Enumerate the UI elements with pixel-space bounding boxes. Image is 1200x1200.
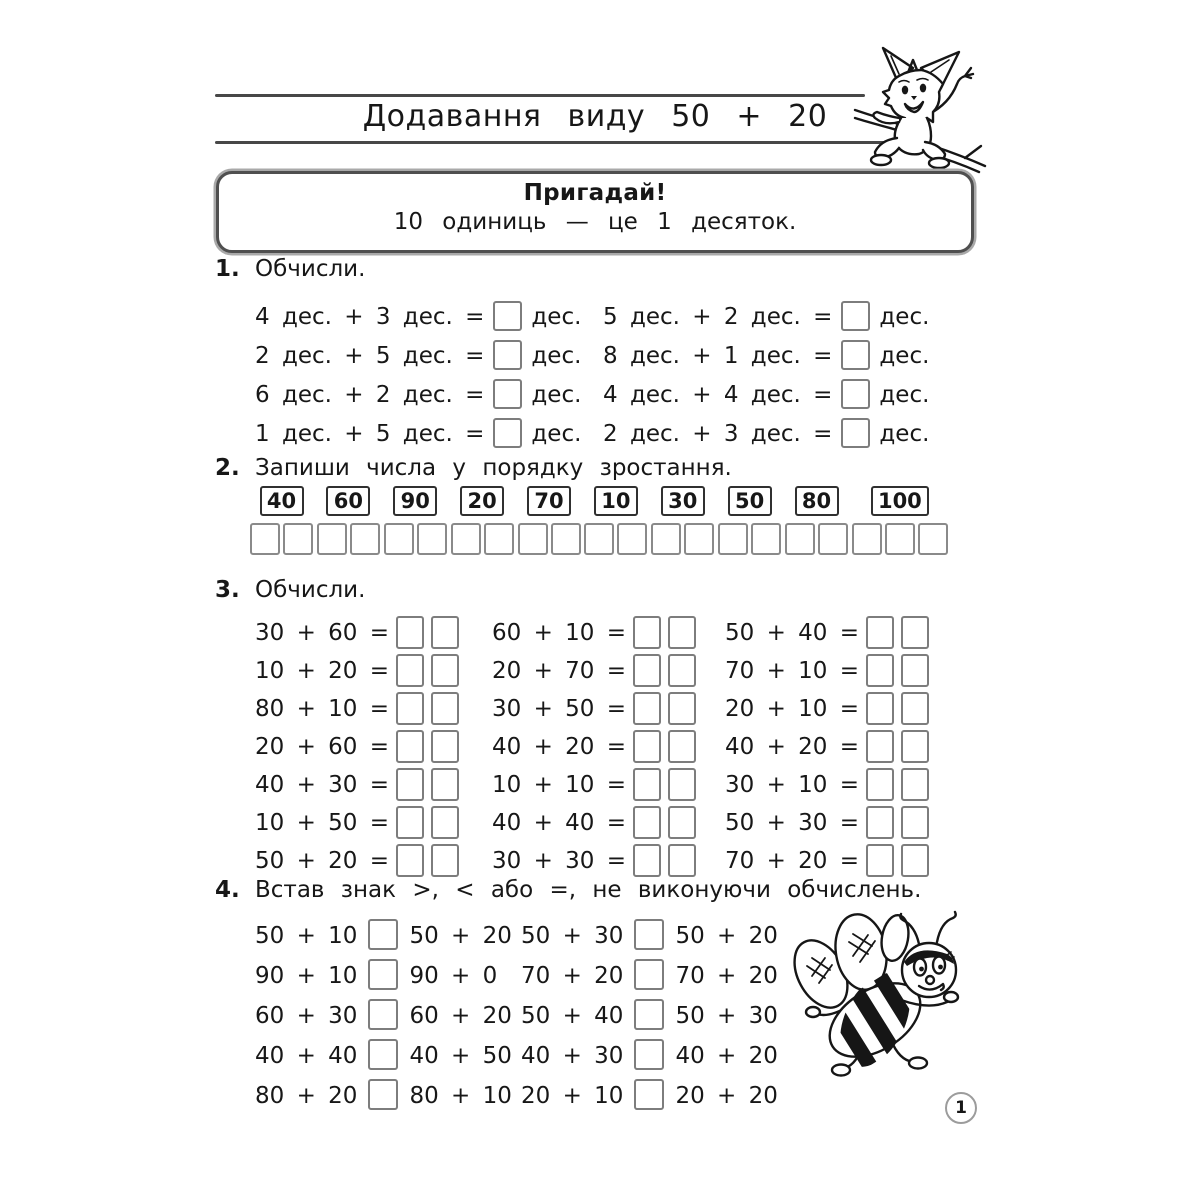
equation	[725, 654, 929, 687]
answer-box[interactable]	[866, 768, 894, 801]
comparison-right: 20 + 20	[675, 1083, 778, 1109]
comparison-right: 50 + 20	[675, 923, 778, 949]
number-group	[384, 486, 447, 555]
answer-cell[interactable]	[484, 523, 514, 555]
unit-label: дес.	[879, 421, 930, 447]
answer-box[interactable]	[901, 768, 929, 801]
answer-box[interactable]	[633, 768, 661, 801]
number-group	[785, 486, 848, 555]
answer-box[interactable]	[396, 692, 424, 725]
answer-box[interactable]	[396, 730, 424, 763]
answer-box[interactable]	[633, 844, 661, 877]
task4-label: Встав знак >, < або =, не виконуючи обчислень.	[255, 877, 922, 903]
sign-box[interactable]	[634, 999, 664, 1030]
header-rule-bottom	[215, 141, 911, 144]
answer-cell[interactable]	[350, 523, 380, 555]
equation-text: 30 + 60 =	[255, 620, 390, 646]
answer-box[interactable]	[633, 692, 661, 725]
equation	[492, 768, 725, 801]
comparison-right: 60 + 20	[409, 1003, 512, 1029]
comparison-left: 50 + 40	[521, 1003, 624, 1029]
sign-box[interactable]	[368, 999, 398, 1030]
number-frame: 90	[393, 486, 437, 516]
answer-cell[interactable]	[785, 523, 815, 555]
sign-box[interactable]	[634, 959, 664, 990]
sign-box[interactable]	[368, 959, 398, 990]
task2-heading	[215, 455, 732, 481]
answer-box[interactable]	[866, 844, 894, 877]
recall-title: Пригадай!	[523, 180, 667, 206]
recall-text: 10 одиниць — це 1 десяток.	[393, 209, 797, 235]
answer-cell[interactable]	[852, 523, 882, 555]
comparison-right: 90 + 0	[409, 963, 498, 989]
answer-cell[interactable]	[617, 523, 647, 555]
comparison-left: 40 + 30	[521, 1043, 624, 1069]
equation-text: 50 + 20 =	[255, 848, 390, 874]
equation-text: 30 + 50 =	[492, 696, 627, 722]
equation	[725, 768, 929, 801]
answer-cell[interactable]	[885, 523, 915, 555]
answer-box[interactable]	[668, 806, 696, 839]
equation-text: 40 + 20 =	[492, 734, 627, 760]
answer-box[interactable]	[668, 730, 696, 763]
answer-box[interactable]	[493, 301, 522, 331]
answer-box[interactable]	[841, 418, 870, 448]
equation-text: 20 + 60 =	[255, 734, 390, 760]
equation	[492, 692, 725, 725]
equation-text: 4 дес. + 3 дес. =	[255, 304, 485, 330]
equation	[492, 616, 725, 649]
answer-box[interactable]	[633, 806, 661, 839]
equation-text: 40 + 30 =	[255, 772, 390, 798]
sign-box[interactable]	[368, 919, 398, 950]
answer-box[interactable]	[396, 616, 424, 649]
number-group	[451, 486, 514, 555]
answer-box[interactable]	[633, 654, 661, 687]
answer-box[interactable]	[668, 616, 696, 649]
answer-box[interactable]	[431, 616, 459, 649]
answer-box[interactable]	[493, 340, 522, 370]
answer-box[interactable]	[396, 654, 424, 687]
sign-box[interactable]	[368, 1039, 398, 1070]
equation	[255, 730, 492, 763]
equation-text: 70 + 20 =	[725, 848, 860, 874]
comparison-left: 60 + 30	[255, 1003, 358, 1029]
equation-text: 20 + 10 =	[725, 696, 860, 722]
comparison	[255, 1039, 521, 1072]
number-group	[584, 486, 647, 555]
number-frame: 20	[460, 486, 504, 516]
answer-cell[interactable]	[718, 523, 748, 555]
comparison	[521, 959, 778, 992]
unit-label: дес.	[531, 304, 582, 330]
header-rule-top	[215, 94, 865, 97]
bee-illustration	[783, 908, 993, 1098]
answer-box[interactable]	[901, 844, 929, 877]
equation-text: 5 дес. + 2 дес. =	[603, 304, 833, 330]
unit-label: дес.	[531, 343, 582, 369]
number-frame: 100	[871, 486, 929, 516]
number-frame: 60	[326, 486, 370, 516]
comparison	[521, 1039, 778, 1072]
number-frame: 70	[527, 486, 571, 516]
answer-cell[interactable]	[250, 523, 280, 555]
page-number: 1	[955, 1098, 967, 1118]
comparison-left: 50 + 10	[255, 923, 358, 949]
answer-box[interactable]	[901, 806, 929, 839]
equation	[492, 844, 725, 877]
task3-heading	[215, 577, 365, 603]
equation-text: 4 дес. + 4 дес. =	[603, 382, 833, 408]
number-frame: 40	[260, 486, 304, 516]
unit-label: дес.	[879, 382, 930, 408]
equation-text: 6 дес. + 2 дес. =	[255, 382, 485, 408]
task4-number: 4.	[215, 877, 240, 903]
equation-text: 40 + 20 =	[725, 734, 860, 760]
answer-cell[interactable]	[417, 523, 447, 555]
number-frame: 30	[661, 486, 705, 516]
answer-cell[interactable]	[384, 523, 414, 555]
answer-box[interactable]	[901, 692, 929, 725]
equation-text: 50 + 40 =	[725, 620, 860, 646]
page-title: Додавання виду 50 + 20	[362, 99, 828, 134]
comparison-left: 20 + 10	[521, 1083, 624, 1109]
answer-box[interactable]	[866, 692, 894, 725]
number-frame: 50	[728, 486, 772, 516]
answer-cell[interactable]	[584, 523, 614, 555]
answer-cell[interactable]	[317, 523, 347, 555]
comparison	[521, 999, 778, 1032]
answer-box[interactable]	[841, 379, 870, 409]
answer-cell[interactable]	[751, 523, 781, 555]
equation-text: 30 + 10 =	[725, 772, 860, 798]
answer-cell[interactable]	[551, 523, 581, 555]
equation-text: 20 + 70 =	[492, 658, 627, 684]
recall-box	[216, 171, 974, 253]
unit-label: дес.	[531, 421, 582, 447]
unit-label: дес.	[879, 343, 930, 369]
comparison-right: 50 + 30	[675, 1003, 778, 1029]
number-group	[852, 486, 948, 555]
task2-label: Запиши числа у порядку зростання.	[255, 455, 732, 481]
comparison-left: 90 + 10	[255, 963, 358, 989]
equation	[255, 340, 603, 370]
equation-text: 30 + 30 =	[492, 848, 627, 874]
equation-text: 2 дес. + 3 дес. =	[603, 421, 833, 447]
answer-box[interactable]	[493, 379, 522, 409]
comparison-left: 40 + 40	[255, 1043, 358, 1069]
answer-box[interactable]	[396, 806, 424, 839]
answer-box[interactable]	[866, 654, 894, 687]
number-group	[250, 486, 313, 555]
equation	[725, 844, 929, 877]
comparison	[255, 999, 521, 1032]
task2-number: 2.	[215, 455, 240, 481]
equation-text: 50 + 30 =	[725, 810, 860, 836]
equation	[725, 806, 929, 839]
equation	[603, 379, 929, 409]
answer-cell[interactable]	[518, 523, 548, 555]
answer-box[interactable]	[431, 806, 459, 839]
task3-number: 3.	[215, 577, 240, 603]
answer-box[interactable]	[396, 844, 424, 877]
number-group	[651, 486, 714, 555]
answer-box[interactable]	[866, 730, 894, 763]
number-frame: 80	[795, 486, 839, 516]
comparison-left: 70 + 20	[521, 963, 624, 989]
equation	[255, 616, 492, 649]
comparison-right: 80 + 10	[409, 1083, 512, 1109]
answer-box[interactable]	[841, 340, 870, 370]
task1-label: Обчисли.	[255, 256, 366, 282]
equation-text: 10 + 50 =	[255, 810, 390, 836]
answer-box[interactable]	[841, 301, 870, 331]
answer-box[interactable]	[493, 418, 522, 448]
equation-text: 2 дес. + 5 дес. =	[255, 343, 485, 369]
answer-box[interactable]	[431, 654, 459, 687]
equation	[255, 692, 492, 725]
task3-equations	[255, 616, 929, 877]
equation	[725, 616, 929, 649]
number-group	[718, 486, 781, 555]
equation	[725, 692, 929, 725]
equation	[492, 654, 725, 687]
comparison	[255, 959, 521, 992]
equation	[255, 301, 603, 331]
equation	[603, 301, 929, 331]
answer-box[interactable]	[633, 616, 661, 649]
unit-label: дес.	[879, 304, 930, 330]
sign-box[interactable]	[634, 919, 664, 950]
equation-text: 8 дес. + 1 дес. =	[603, 343, 833, 369]
answer-box[interactable]	[396, 768, 424, 801]
comparison	[255, 1079, 521, 1112]
comparison-right: 50 + 20	[409, 923, 512, 949]
task3-label: Обчисли.	[255, 577, 366, 603]
equation	[492, 806, 725, 839]
answer-box[interactable]	[901, 654, 929, 687]
comparison	[521, 919, 778, 952]
squirrel-illustration	[853, 46, 989, 176]
equation	[255, 379, 603, 409]
sign-box[interactable]	[634, 1039, 664, 1070]
comparison-right: 40 + 50	[409, 1043, 512, 1069]
equation-text: 40 + 40 =	[492, 810, 627, 836]
answer-box[interactable]	[668, 692, 696, 725]
answer-box[interactable]	[633, 730, 661, 763]
comparison-right: 40 + 20	[675, 1043, 778, 1069]
equation	[255, 844, 492, 877]
answer-box[interactable]	[431, 768, 459, 801]
answer-box[interactable]	[668, 654, 696, 687]
task1-number: 1.	[215, 256, 240, 282]
comparison-left: 80 + 20	[255, 1083, 358, 1109]
task1-heading	[215, 256, 365, 282]
equation	[725, 730, 929, 763]
answer-cell[interactable]	[818, 523, 848, 555]
answer-box[interactable]	[668, 844, 696, 877]
answer-cell[interactable]	[283, 523, 313, 555]
task4-heading	[215, 877, 921, 903]
equation	[492, 730, 725, 763]
answer-box[interactable]	[866, 616, 894, 649]
equation	[603, 340, 929, 370]
comparison-left: 50 + 30	[521, 923, 624, 949]
equation	[603, 418, 929, 448]
answer-box[interactable]	[901, 616, 929, 649]
task2-number-row	[250, 486, 948, 555]
equation	[255, 654, 492, 687]
number-group	[518, 486, 581, 555]
comparison	[521, 1079, 778, 1112]
unit-label: дес.	[531, 382, 582, 408]
comparison	[255, 919, 521, 952]
answer-cell[interactable]	[918, 523, 948, 555]
page-number-badge	[945, 1092, 977, 1124]
answer-box[interactable]	[668, 768, 696, 801]
comparison-right: 70 + 20	[675, 963, 778, 989]
equation-text: 10 + 20 =	[255, 658, 390, 684]
number-frame: 10	[594, 486, 638, 516]
equation-text: 70 + 10 =	[725, 658, 860, 684]
sign-box[interactable]	[368, 1079, 398, 1110]
answer-box[interactable]	[866, 806, 894, 839]
equation-text: 80 + 10 =	[255, 696, 390, 722]
answer-cell[interactable]	[651, 523, 681, 555]
number-group	[317, 486, 380, 555]
equation	[255, 806, 492, 839]
task4-comparisons	[255, 919, 778, 1112]
answer-box[interactable]	[431, 730, 459, 763]
equation	[255, 768, 492, 801]
answer-box[interactable]	[431, 844, 459, 877]
answer-cell[interactable]	[684, 523, 714, 555]
answer-box[interactable]	[431, 692, 459, 725]
answer-box[interactable]	[901, 730, 929, 763]
sign-box[interactable]	[634, 1079, 664, 1110]
equation-text: 10 + 10 =	[492, 772, 627, 798]
answer-cell[interactable]	[451, 523, 481, 555]
task1-equations	[255, 301, 929, 448]
equation-text: 60 + 10 =	[492, 620, 627, 646]
equation-text: 1 дес. + 5 дес. =	[255, 421, 485, 447]
equation	[255, 418, 603, 448]
